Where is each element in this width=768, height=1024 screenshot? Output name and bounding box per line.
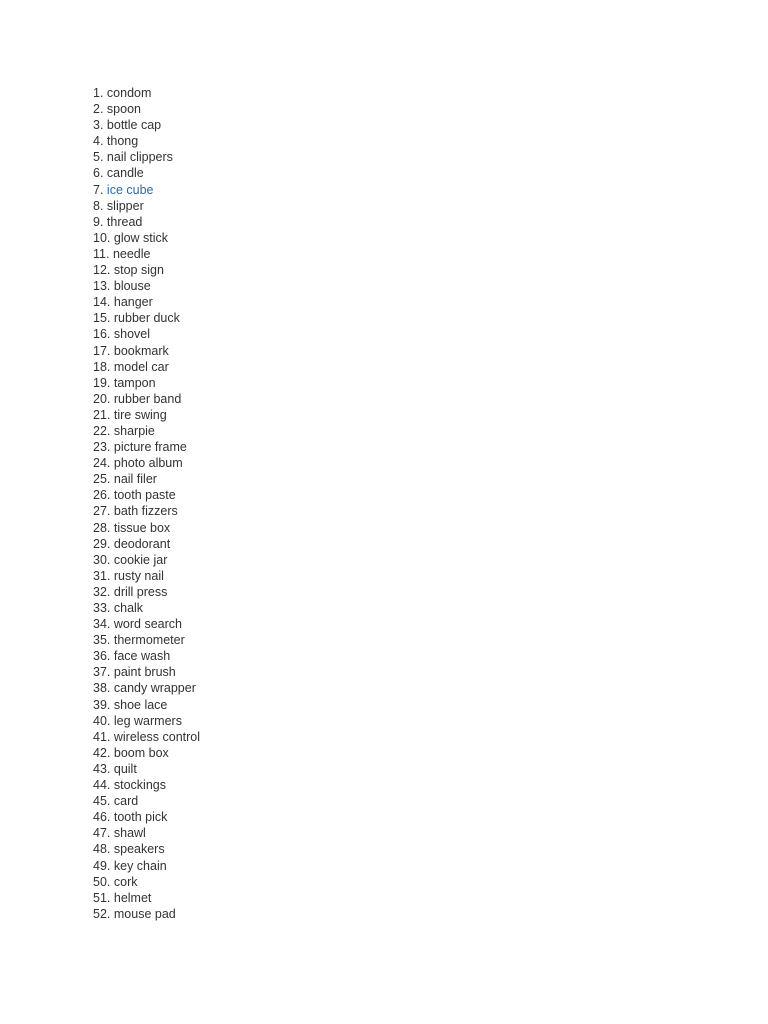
item-number: 49.: [93, 858, 111, 873]
item-number: 3.: [93, 118, 104, 133]
item-label: tooth paste: [113, 488, 176, 503]
item-label: stop sign: [113, 263, 164, 278]
list-item: [93, 600, 200, 616]
list-item: [93, 906, 200, 922]
list-item: [93, 713, 200, 729]
item-number: 29.: [93, 536, 111, 551]
item-number: 2.: [93, 102, 104, 117]
item-label: drill press: [113, 584, 168, 599]
item-label: spoon: [106, 102, 141, 117]
item-number: 32.: [93, 584, 111, 599]
item-label: word search: [113, 617, 182, 632]
item-label: shovel: [113, 327, 151, 342]
list-item: [93, 117, 200, 133]
item-number: 39.: [93, 697, 111, 712]
item-label: bookmark: [113, 343, 169, 358]
item-number: 1.: [93, 86, 104, 100]
item-label: shawl: [113, 826, 146, 841]
item-number: 14.: [93, 295, 111, 310]
list-item: [93, 165, 200, 181]
list-item: [93, 407, 200, 423]
list-item: [93, 310, 200, 326]
list-item: [93, 584, 200, 600]
item-label: hanger: [113, 295, 153, 310]
item-label: model car: [113, 359, 169, 374]
list-item: [93, 198, 200, 214]
list-item: [93, 552, 200, 568]
item-label: glow stick: [113, 230, 169, 245]
item-number: 43.: [93, 761, 111, 776]
list-item: [93, 230, 200, 246]
item-label: quilt: [113, 761, 137, 776]
item-label: stockings: [113, 778, 166, 793]
item-label: needle: [112, 246, 151, 261]
list-item: [93, 214, 200, 230]
list-item: [93, 391, 200, 407]
item-number: 40.: [93, 713, 111, 728]
item-label: cookie jar: [113, 552, 168, 567]
item-number: 23.: [93, 440, 111, 455]
list-item: [93, 326, 200, 342]
item-number: 15.: [93, 311, 111, 326]
list-item: [93, 777, 200, 793]
item-number: 33.: [93, 601, 111, 615]
list-item: [93, 133, 200, 149]
item-number: 19.: [93, 375, 111, 390]
item-number: 28.: [93, 520, 111, 535]
item-label: candy wrapper: [113, 681, 196, 696]
item-label: photo album: [113, 456, 183, 471]
item-label: leg warmers: [113, 713, 182, 728]
item-label: rubber duck: [113, 311, 180, 326]
item-label: tooth pick: [113, 810, 168, 825]
item-label: thong: [106, 134, 139, 149]
list-item: [93, 793, 200, 809]
item-label: condom: [106, 86, 152, 100]
item-label: wireless control: [113, 729, 201, 744]
item-label: sharpie: [113, 423, 155, 438]
item-label: face wash: [113, 649, 171, 664]
list-item: [93, 278, 200, 294]
item-number: 9.: [93, 214, 104, 229]
list-item: [93, 423, 200, 439]
list-item: [93, 729, 200, 745]
item-number: 10.: [93, 230, 111, 245]
item-label: shoe lace: [113, 697, 168, 712]
list-item: [93, 246, 200, 262]
item-link[interactable]: ice cube: [106, 182, 154, 197]
item-number: 36.: [93, 649, 111, 664]
item-number: 25.: [93, 472, 111, 487]
item-number: 47.: [93, 826, 111, 841]
list-item: [93, 648, 200, 664]
item-number: 51.: [93, 890, 111, 905]
list-item: [93, 858, 200, 874]
item-label: deodorant: [113, 536, 171, 551]
item-label: chalk: [113, 601, 144, 615]
item-label: key chain: [113, 858, 167, 873]
item-number: 18.: [93, 359, 111, 374]
list-item: [93, 520, 200, 536]
item-label: speakers: [113, 842, 165, 857]
list-item: [93, 149, 200, 165]
item-label: blouse: [113, 279, 151, 294]
item-number: 31.: [93, 568, 111, 583]
item-number: 17.: [93, 343, 111, 358]
list-item: [93, 568, 200, 584]
item-number: 48.: [93, 842, 111, 857]
item-number: 12.: [93, 263, 111, 278]
list-item: [93, 536, 200, 552]
item-number: 7.: [93, 182, 104, 197]
item-number: 16.: [93, 327, 111, 342]
item-number: 52.: [93, 906, 111, 921]
list-item: [93, 439, 200, 455]
list-item: [93, 487, 200, 503]
list-item: [93, 825, 200, 841]
item-number: 5.: [93, 150, 104, 165]
list-item: [93, 294, 200, 310]
item-number: 34.: [93, 617, 111, 632]
item-number: 27.: [93, 504, 111, 519]
list-item: [93, 503, 200, 519]
item-label: slipper: [106, 198, 144, 213]
item-label: bath fizzers: [113, 504, 178, 519]
item-number: 20.: [93, 391, 111, 406]
item-number: 11.: [93, 246, 110, 261]
item-number: 46.: [93, 810, 111, 825]
item-label: nail filer: [113, 472, 157, 487]
item-label: bottle cap: [106, 118, 162, 133]
list-item: [93, 471, 200, 487]
list-item: [93, 359, 200, 375]
item-number: 42.: [93, 745, 111, 760]
item-label: card: [113, 794, 139, 809]
list-item: [93, 632, 200, 648]
item-label: thermometer: [113, 633, 185, 648]
list-item: [93, 874, 200, 890]
item-number: 41.: [93, 729, 111, 744]
item-number: 45.: [93, 794, 111, 809]
item-number: 22.: [93, 423, 111, 438]
item-number: 21.: [93, 407, 111, 422]
list-item: [93, 455, 200, 471]
list-item: [93, 343, 200, 359]
list-item: [93, 616, 200, 632]
list-item: [93, 809, 200, 825]
item-number: 13.: [93, 279, 111, 294]
list-item: [93, 890, 200, 906]
list-item: [93, 680, 200, 696]
list-item: [93, 697, 200, 713]
item-number: 44.: [93, 778, 111, 793]
item-number: 38.: [93, 681, 111, 696]
item-label: boom box: [113, 745, 169, 760]
item-label: tissue box: [113, 520, 171, 535]
item-number: 4.: [93, 134, 104, 149]
list-item: [93, 841, 200, 857]
list-item: [93, 262, 200, 278]
list-item[interactable]: [93, 182, 200, 198]
list-item: [93, 664, 200, 680]
item-number: 35.: [93, 633, 111, 648]
item-list: [93, 85, 200, 922]
item-label: thread: [106, 214, 143, 229]
item-label: helmet: [113, 890, 152, 905]
list-item: [93, 85, 200, 101]
item-label: rubber band: [113, 391, 182, 406]
item-number: 24.: [93, 456, 111, 471]
item-number: 37.: [93, 665, 111, 680]
list-item: [93, 761, 200, 777]
item-label: tire swing: [113, 407, 167, 422]
list-item: [93, 745, 200, 761]
item-number: 50.: [93, 874, 111, 889]
item-label: tampon: [113, 375, 156, 390]
item-number: 6.: [93, 166, 104, 181]
item-number: 30.: [93, 552, 111, 567]
item-label: mouse pad: [113, 906, 176, 921]
item-number: 8.: [93, 198, 104, 213]
list-item: [93, 101, 200, 117]
item-label: nail clippers: [106, 150, 173, 165]
item-label: paint brush: [113, 665, 176, 680]
item-label: rusty nail: [113, 568, 164, 583]
list-item: [93, 375, 200, 391]
item-label: cork: [113, 874, 138, 889]
item-label: candle: [106, 166, 144, 181]
item-label: picture frame: [113, 440, 187, 455]
item-number: 26.: [93, 488, 111, 503]
